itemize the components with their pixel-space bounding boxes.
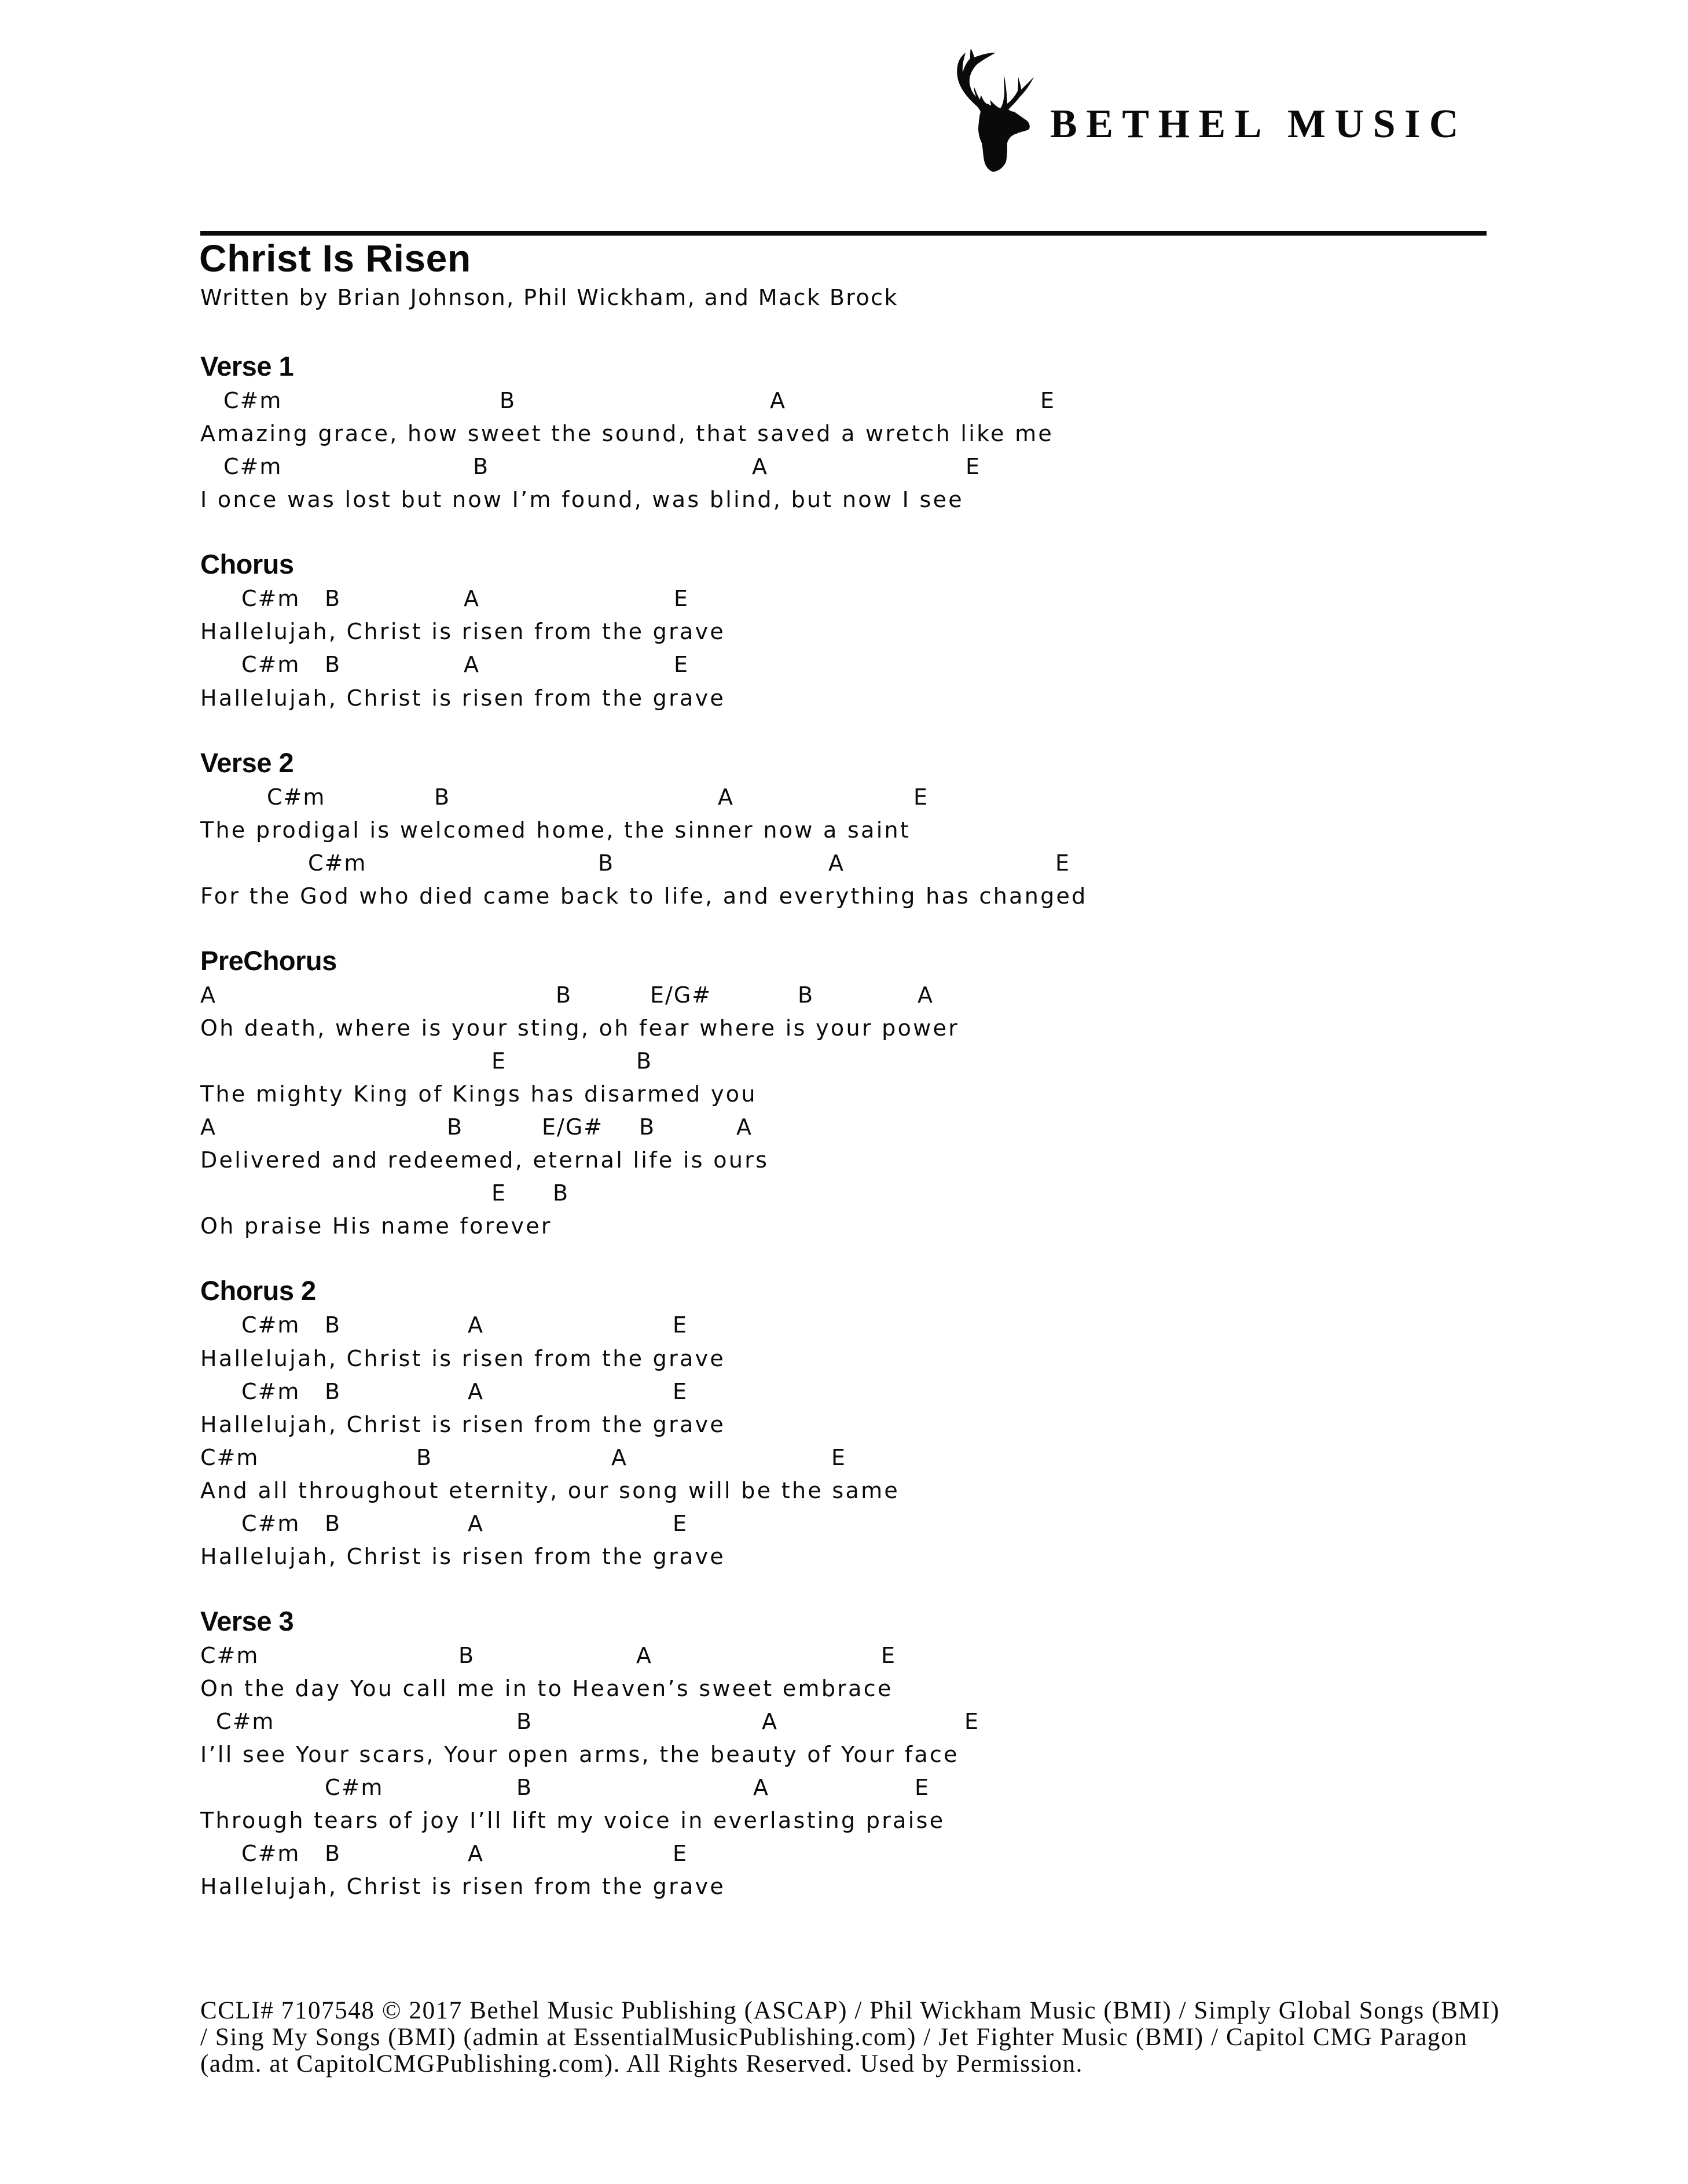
- chord: A: [753, 1775, 769, 1800]
- chord: C#m: [200, 1643, 259, 1668]
- chord: C#m: [241, 1841, 300, 1866]
- section-heading: Chorus 2: [200, 1275, 316, 1306]
- lyric-line: For the God who died came back to life, and everything has changed: [200, 883, 1088, 909]
- lyric-line: I once was lost but now I’m found, was blind, but now I see: [200, 487, 964, 512]
- chord: E: [1055, 850, 1071, 876]
- chord-line: [200, 1309, 1532, 1342]
- section-heading: Verse 1: [200, 351, 294, 381]
- chord: B: [473, 454, 490, 479]
- song-title: Christ Is Risen: [199, 237, 471, 280]
- chord: C#m: [241, 586, 300, 611]
- chord: E: [673, 1841, 688, 1866]
- chord: B: [798, 982, 814, 1008]
- lyric-line: I’ll see Your scars, Your open arms, the beauty of Your face: [200, 1742, 959, 1767]
- chord-line: [200, 1045, 1532, 1078]
- chord: A: [736, 1114, 753, 1140]
- chord: A: [828, 850, 845, 876]
- chord: B: [325, 1841, 342, 1866]
- chord-line: [200, 781, 1532, 814]
- lyric-line: Oh death, where is your sting, oh fear where is your power: [200, 1015, 960, 1041]
- lyric-line: The mighty King of Kings has disarmed you: [200, 1081, 757, 1107]
- lyric-line: On the day You call me in to Heaven’s sweet embrace: [200, 1676, 893, 1701]
- chord: A: [468, 1312, 484, 1338]
- chord: C#m: [241, 1379, 300, 1404]
- lyric-line: Hallelujah, Christ is risen from the grave: [200, 1412, 726, 1437]
- chord: B: [598, 850, 615, 876]
- chord: E: [491, 1048, 507, 1074]
- chord: B: [556, 982, 573, 1008]
- chord-line: [200, 1837, 1532, 1870]
- chord: B: [516, 1709, 533, 1734]
- chord-line: [200, 384, 1532, 417]
- chord: A: [200, 1114, 216, 1140]
- chord-line: [200, 979, 1532, 1012]
- section-heading: Chorus: [200, 549, 294, 579]
- chord: E/G#: [650, 982, 712, 1008]
- chord: A: [918, 982, 934, 1008]
- chord: A: [468, 1841, 484, 1866]
- chord: E: [966, 454, 981, 479]
- chord: E: [673, 1312, 688, 1338]
- chord: E: [674, 652, 689, 677]
- chord: E: [915, 1775, 930, 1800]
- chord: B: [325, 1511, 342, 1536]
- footer-line: CCLI# 7107548 © 2017 Bethel Music Publishing (ASCAP) / Phil Wickham Music (BMI) / Simply Global Songs (BMI): [200, 1997, 1500, 2024]
- lyric-line: The prodigal is welcomed home, the sinner now a saint: [200, 817, 911, 843]
- chord: E: [674, 586, 689, 611]
- chord: B: [447, 1114, 464, 1140]
- chord: A: [718, 784, 734, 810]
- chord: A: [611, 1445, 628, 1470]
- chord-line: [200, 450, 1532, 483]
- chord: E: [881, 1643, 897, 1668]
- chord-line: [200, 1111, 1532, 1144]
- footer-line: (adm. at CapitolCMGPublishing.com). All Rights Reserved. Used by Permission.: [200, 2050, 1084, 2077]
- chord-line: [200, 847, 1532, 880]
- lyric-line: Hallelujah, Christ is risen from the grave: [200, 1874, 726, 1899]
- chord: B: [636, 1048, 653, 1074]
- chord-line: [200, 648, 1532, 681]
- chord: B: [458, 1643, 475, 1668]
- chord: E: [673, 1379, 688, 1404]
- chord: E: [673, 1511, 688, 1536]
- lyric-line: Delivered and redeemed, eternal life is ours: [200, 1147, 769, 1173]
- chord: B: [434, 784, 451, 810]
- chord: A: [200, 982, 216, 1008]
- chord-line: [200, 1507, 1532, 1540]
- lyric-line: Hallelujah, Christ is risen from the grave: [200, 619, 726, 644]
- chord: A: [762, 1709, 778, 1734]
- lyric-line: Hallelujah, Christ is risen from the grave: [200, 685, 726, 711]
- chord: B: [516, 1775, 533, 1800]
- section-heading: PreChorus: [200, 945, 337, 976]
- chord: C#m: [241, 1511, 300, 1536]
- copyright-footer: [200, 1998, 1500, 2077]
- lyric-line: Oh praise His name forever: [200, 1213, 552, 1239]
- song-credits: Written by Brian Johnson, Phil Wickham, and Mack Brock: [200, 285, 898, 310]
- chord: B: [500, 388, 516, 413]
- lyric-line: Hallelujah, Christ is risen from the grave: [200, 1346, 726, 1371]
- chord: E: [1040, 388, 1056, 413]
- chord: C#m: [241, 652, 300, 677]
- chord: E: [964, 1709, 980, 1734]
- chord: A: [464, 586, 480, 611]
- chord: E: [913, 784, 929, 810]
- lyric-line: Through tears of joy I’ll lift my voice in everlasting praise: [200, 1808, 945, 1833]
- chord: B: [325, 586, 342, 611]
- chord: C#m: [267, 784, 326, 810]
- chord: B: [639, 1114, 656, 1140]
- chord: C#m: [241, 1312, 300, 1338]
- chord: C#m: [216, 1709, 275, 1734]
- lyric-line: Hallelujah, Christ is risen from the grave: [200, 1544, 726, 1569]
- lyric-line: Amazing grace, how sweet the sound, that saved a wretch like me: [200, 421, 1054, 446]
- chord-line: [200, 1441, 1532, 1474]
- footer-line: / Sing My Songs (BMI) (admin at EssentialMusicPublishing.com) / Jet Fighter Music (BMI) / Capitol CMG Paragon: [200, 2024, 1468, 2051]
- chord: C#m: [325, 1775, 384, 1800]
- chord: B: [325, 1312, 342, 1338]
- deer-head-icon: [949, 43, 1042, 177]
- chord: A: [636, 1643, 652, 1668]
- chord: A: [464, 652, 480, 677]
- chord: B: [325, 652, 342, 677]
- brand-name: BETHEL MUSIC: [1050, 102, 1467, 146]
- chord: A: [468, 1379, 484, 1404]
- chord: A: [752, 454, 768, 479]
- chord-line: [200, 1639, 1532, 1672]
- section-heading: Verse 3: [200, 1606, 294, 1636]
- chord-line: [200, 1771, 1532, 1804]
- chord: C#m: [223, 388, 282, 413]
- chord: B: [325, 1379, 342, 1404]
- chord: B: [416, 1445, 433, 1470]
- chord: C#m: [200, 1445, 259, 1470]
- chord: A: [770, 388, 786, 413]
- chord: E/G#: [542, 1114, 604, 1140]
- chord: C#m: [223, 454, 282, 479]
- chord: E: [491, 1180, 507, 1206]
- chord-line: [200, 1177, 1532, 1210]
- chord: E: [831, 1445, 847, 1470]
- chord: C#m: [308, 850, 367, 876]
- chord: B: [553, 1180, 570, 1206]
- chord-line: [200, 582, 1532, 615]
- chord: A: [468, 1511, 484, 1536]
- lyric-line: And all throughout eternity, our song will be the same: [200, 1478, 900, 1503]
- chord-line: [200, 1375, 1532, 1408]
- section-heading: Verse 2: [200, 747, 294, 778]
- chord-line: [200, 1705, 1532, 1738]
